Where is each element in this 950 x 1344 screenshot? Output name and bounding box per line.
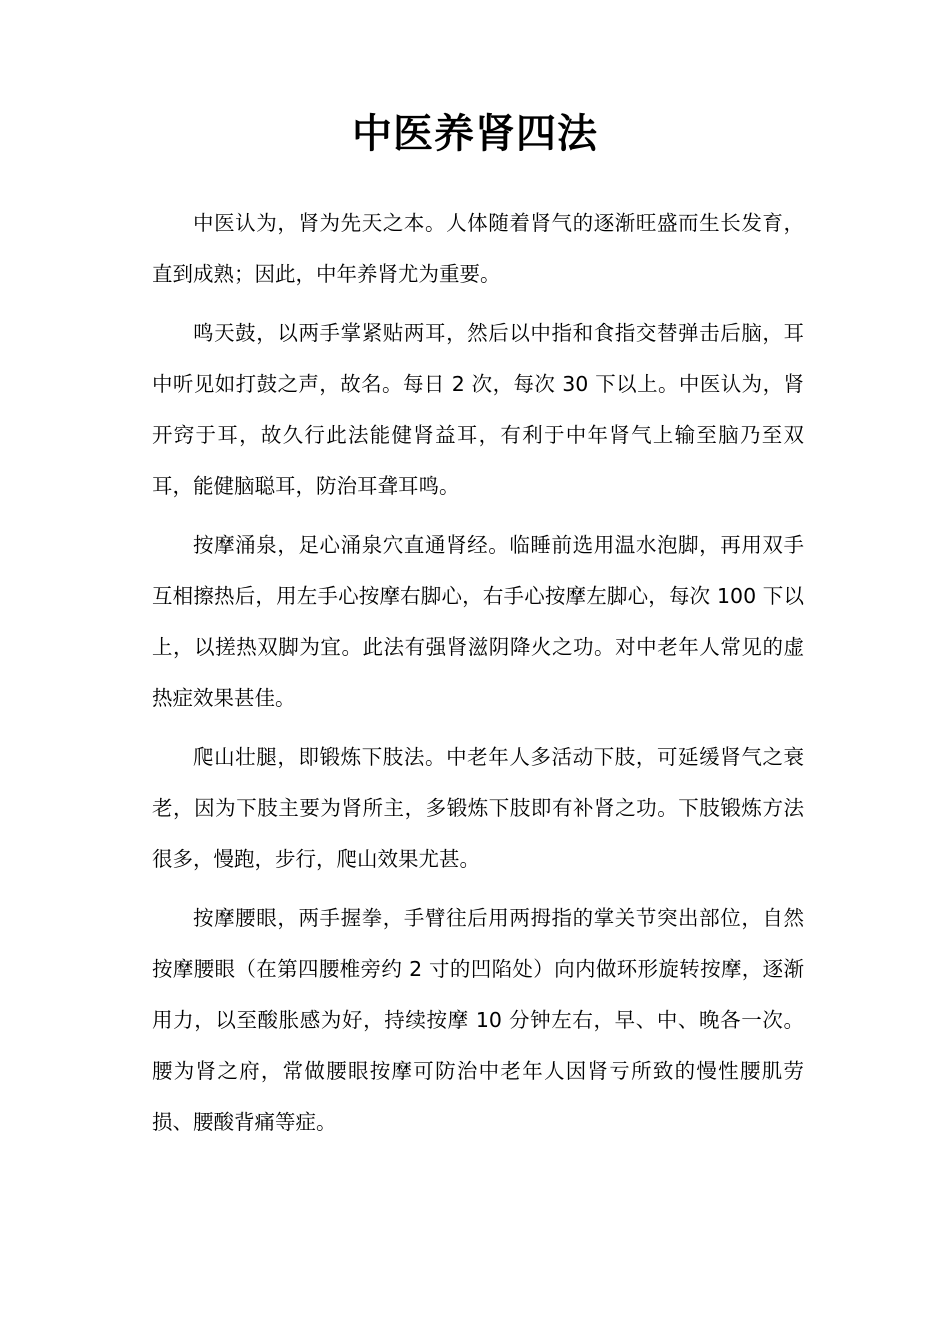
paragraph-ming-tian-gu: 鸣天鼓，以两手掌紧贴两耳，然后以中指和食指交替弹击后脑，耳中听见如打鼓之声，故名。每日 2 次，每次 30 下以上。中医认为，肾开窍于耳，故久行此法能健肾益耳，有利于中年肾气上输至脑乃至双耳，能健脑聪耳，防治耳聋耳鸣。: [152, 321, 804, 498]
paragraph-intro: 中医认为，肾为先天之本。人体随着肾气的逐渐旺盛而生长发育，直到成熟；因此，中年养肾尤为重要。: [152, 211, 804, 286]
paragraph-waist-eye-massage: 按摩腰眼，两手握拳，手臂往后用两拇指的掌关节突出部位，自然按摩腰眼（在第四腰椎旁约 2 寸的凹陷处）向内做环形旋转按摩，逐渐用力，以至酸胀感为好，持续按摩 10 分钟左右，早、中、晚各一次。腰为肾之府，常做腰眼按摩可防治中老年人因肾亏所致的慢性腰肌劳损、腰酸背痛等症。: [152, 906, 804, 1134]
paragraph-mountain-climbing: 爬山壮腿，即锻炼下肢法。中老年人多活动下肢，可延缓肾气之衰老，因为下肢主要为肾所主，多锻炼下肢即有补肾之功。下肢锻炼方法很多，慢跑，步行，爬山效果尤甚。: [152, 745, 804, 871]
paragraph-yong-quan-massage: 按摩涌泉，足心涌泉穴直通肾经。临睡前选用温水泡脚，再用双手互相擦热后，用左手心按摩右脚心，右手心按摩左脚心，每次 100 下以上，以搓热双脚为宜。此法有强肾滋阴降火之功。对中老年人常见的虚热症效果甚佳。: [152, 533, 804, 710]
document-body: [152, 198, 804, 1156]
document-title: 中医养肾四法: [352, 111, 598, 157]
